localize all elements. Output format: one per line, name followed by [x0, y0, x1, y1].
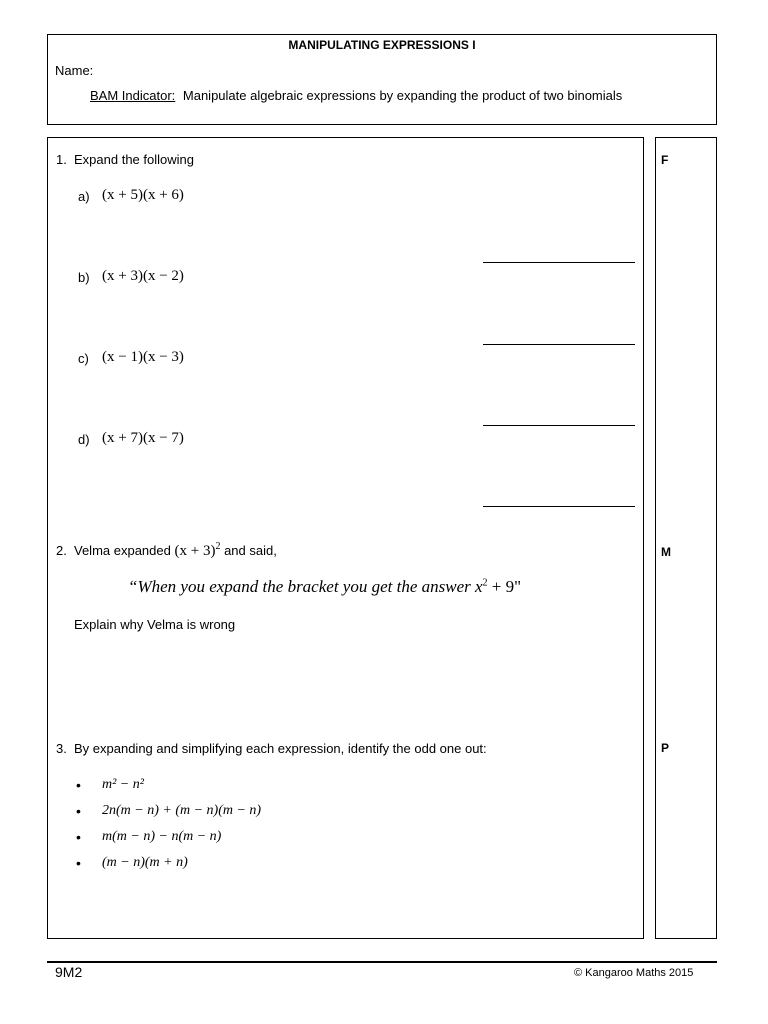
- bam-label: BAM Indicator:: [90, 88, 176, 103]
- side-label-f: F: [661, 153, 669, 167]
- q3-bullet-4: •: [76, 855, 81, 871]
- q1d-answer-line: [483, 506, 635, 507]
- bam-text: Manipulate algebraic expressions by expanding the product of two binomials: [182, 88, 623, 103]
- q1a-label: a): [78, 189, 90, 204]
- side-label-m: M: [661, 545, 671, 559]
- q3-item-2: 2n(m − n) + (m − n)(m − n): [102, 803, 262, 818]
- page-title: MANIPULATING EXPRESSIONS I: [288, 38, 476, 52]
- q2-prompt-suffix: and said,: [224, 543, 277, 558]
- q3-bullet-3: •: [76, 829, 81, 845]
- bam-indicator: [90, 88, 622, 103]
- q2-prompt-expression: $(x + 3)^2$: [174, 541, 221, 559]
- q3-prompt: By expanding and simplifying each expression, identify the odd one out:: [74, 741, 487, 756]
- q1b-answer-line: [483, 344, 635, 345]
- q3-item-3: m(m − n) − n(m − n): [102, 829, 222, 844]
- q3-bullet-1: •: [76, 777, 81, 793]
- q3-number: 3.: [56, 741, 67, 756]
- q2-quote: “When you expand the bracket you get the answer $x^2 + 9$": [128, 577, 522, 596]
- q1d-label: d): [78, 432, 90, 447]
- q2-prompt-prefix: Velma expanded: [74, 543, 171, 558]
- footer-rule: [47, 961, 717, 963]
- q1a-expression: (x + 5)(x + 6): [102, 187, 184, 203]
- q3-item-1: m² − n²: [102, 777, 144, 792]
- q1c-answer-line: [483, 425, 635, 426]
- footer-code: 9M2: [55, 964, 83, 980]
- q3-item-4: (m − n)(m + n): [102, 855, 188, 870]
- q1b-expression: (x + 3)(x − 2): [102, 268, 184, 284]
- q1c-label: c): [78, 351, 89, 366]
- q2-prompt: [74, 541, 277, 560]
- q1-prompt: Expand the following: [74, 152, 194, 167]
- q1c-expression: (x − 1)(x − 3): [102, 349, 184, 365]
- name-label: Name:: [55, 63, 94, 78]
- footer-copyright: © Kangaroo Maths 2015: [574, 967, 694, 979]
- side-label-p: P: [661, 741, 670, 755]
- q1d-expression: (x + 7)(x − 7): [102, 430, 184, 446]
- q1a-answer-line: [483, 262, 635, 263]
- q3-bullet-2: •: [76, 803, 81, 819]
- q1-number: 1.: [56, 152, 67, 167]
- q2-explain: Explain why Velma is wrong: [74, 617, 236, 632]
- q2-number: 2.: [56, 543, 67, 558]
- side-column: [655, 137, 717, 939]
- q1b-label: b): [78, 270, 90, 285]
